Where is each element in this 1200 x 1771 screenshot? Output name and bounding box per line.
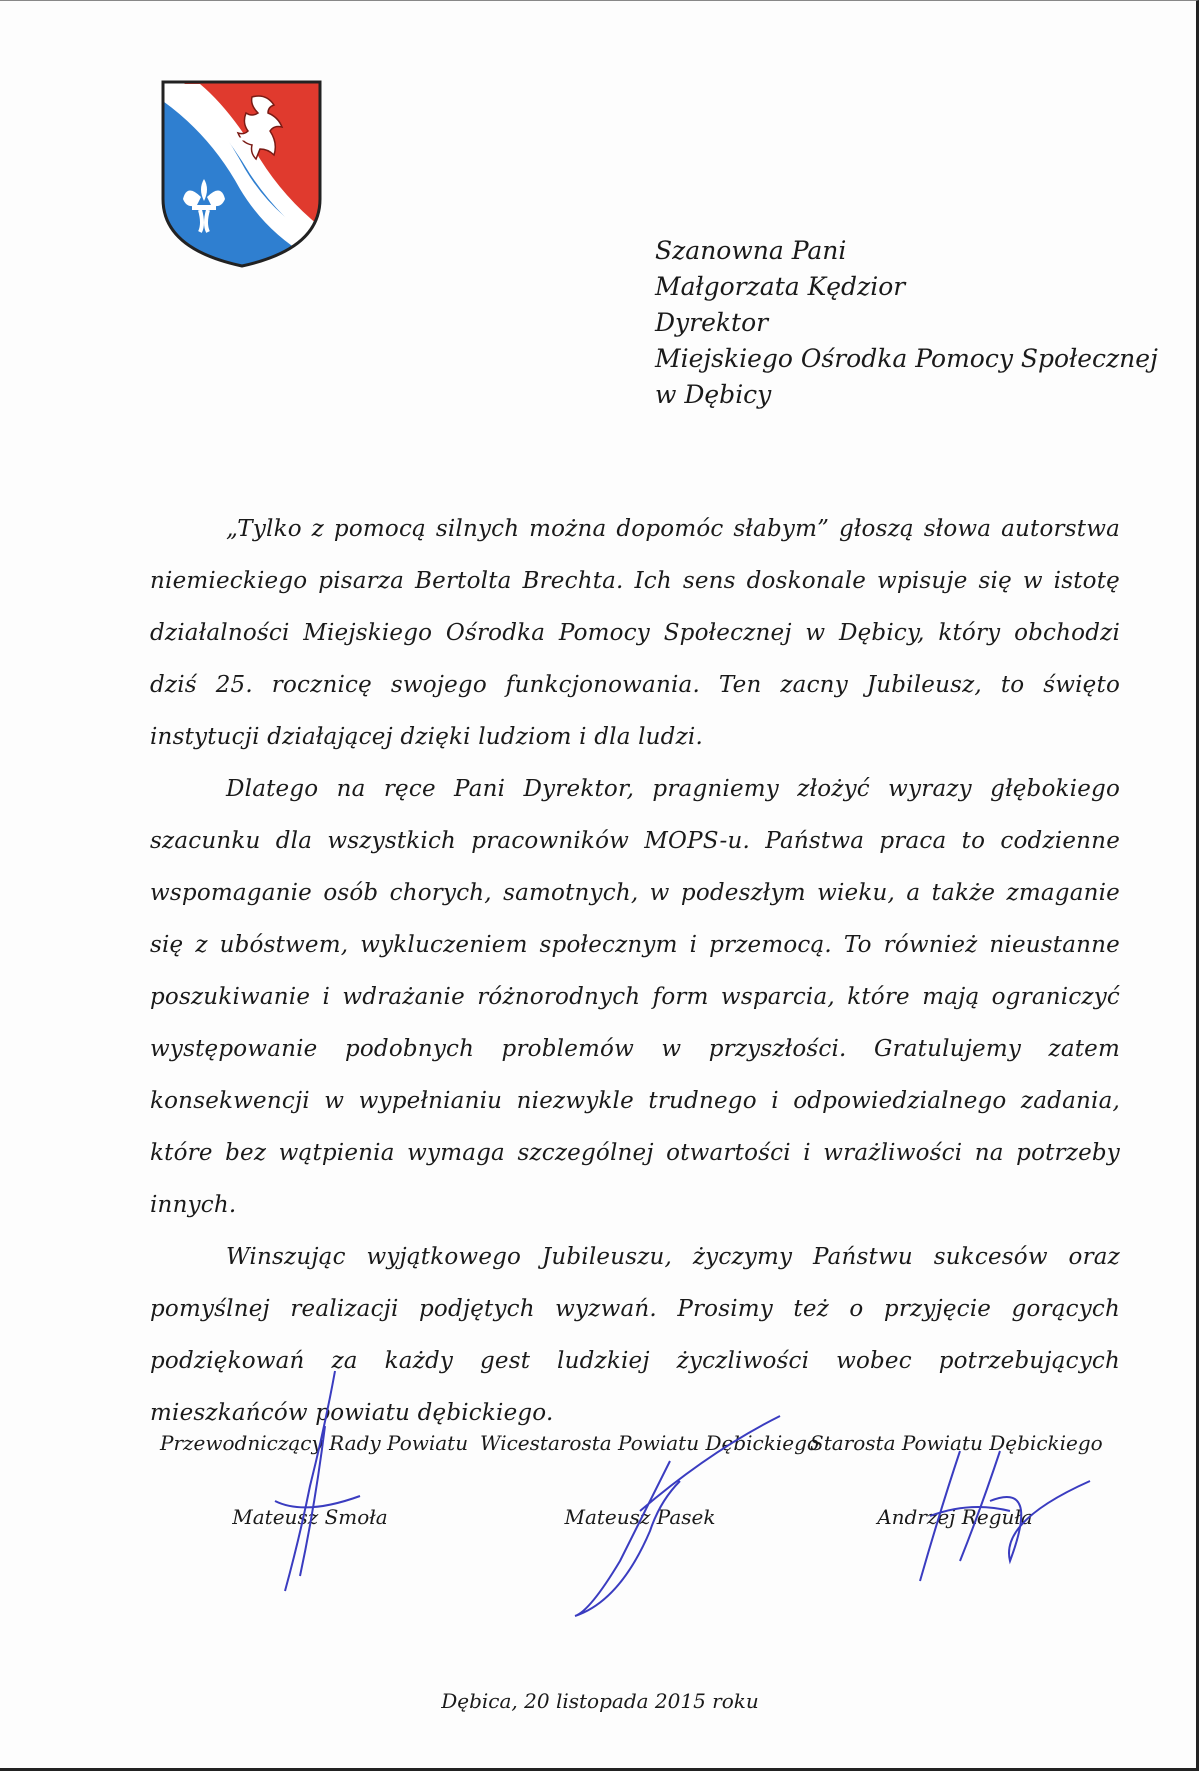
signer-role: Wicestarosta Powiatu Dębickiego [480, 1431, 819, 1455]
letter-paragraph: „Tylko z pomocą silnych można dopomóc słabym” głoszą słowa autorstwa niemieckiego pisarza Bertolta Brechta. Ich sens doskonale wpisuje się w istotę działalności Miejskiego Ośrodka Pomocy Społecznej w Dębicy, który obchodzi dziś 25. rocznicę swojego funkcjonowania. Ten zacny Jubileusz, to święto instytucji działającej dzięki ludziom i dla ludzi. [150, 516, 1120, 750]
address-line: Dyrektor [655, 308, 769, 337]
signer-name: Mateusz Pasek [564, 1505, 716, 1529]
recipient-address [655, 233, 1175, 413]
letter-paragraph: Winszując wyjątkowego Jubileuszu, życzymy Państwu sukcesów oraz pomyślnej realizacji podjętych wyzwań. Prosimy też o przyjęcie gorących podziękowań za każdy gest ludzkiej życzliwości wobec potrzebujących mieszkańców powiatu dębickiego. [150, 1244, 1120, 1426]
signer-name: Mateusz Smoła [232, 1505, 388, 1529]
signer-role: Starosta Powiatu Dębickiego [810, 1431, 1103, 1455]
signer-name: Andrzej Reguła [877, 1505, 1033, 1529]
place-and-date: Dębica, 20 listopada 2015 roku [441, 1689, 759, 1713]
signer-starost [810, 1431, 1103, 1529]
signer-role: Przewodniczący Rady Powiatu [160, 1431, 469, 1455]
signature-block [150, 1431, 1120, 1571]
address-line: Miejskiego Ośrodka Pomocy Społecznej [655, 344, 1158, 373]
coat-of-arms-icon [160, 79, 323, 269]
address-line: Szanowna Pani [655, 236, 847, 265]
signer-council-chairman [160, 1431, 469, 1529]
address-line: w Dębicy [655, 380, 772, 409]
address-line: Małgorzata Kędzior [655, 272, 906, 301]
signer-vice-starost [480, 1431, 819, 1529]
letter-paragraph: Dlatego na ręce Pani Dyrektor, pragniemy złożyć wyrazy głębokiego szacunku dla wszystkich pracowników MOPS-u. Państwa praca to codzienne wspomaganie osób chorych, samotnych, w podeszłym wieku, a także zmaganie się z ubóstwem, wykluczeniem społecznym i przemocą. To również nieustanne poszukiwanie i wdrażanie różnorodnych form wsparcia, które mają ograniczyć występowanie podobnych problemów w przyszłości. Gratulujemy zatem konsekwencji w wypełnianiu niezwykle trudnego i odpowiedzialnego zadania, które bez wątpienia wymaga szczególnej otwartości i wrażliwości na potrzeby innych. [150, 776, 1120, 1218]
letter-body [150, 503, 1120, 1439]
